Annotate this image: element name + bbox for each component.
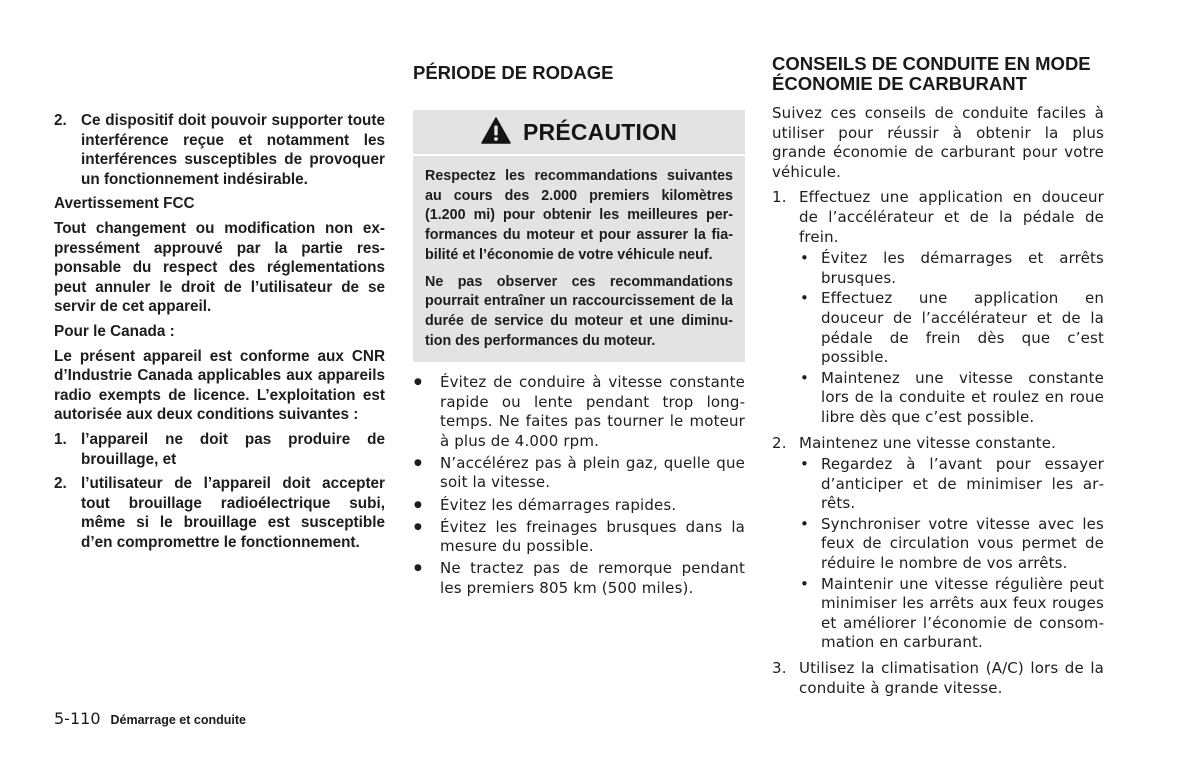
item-number: 2. [54,112,67,129]
caution-box [413,110,745,362]
sub-item: • Maintenir une vitesse régulière peut minimiser les arrêts aux feux rouges et améliorer l’économie de consommation en carburant. [799,575,1104,653]
item-text: Effectuez une application en douceur de l’accélérateur et de la pédale de frein. [799,188,1104,246]
item-number: 2. [772,433,787,452]
rodage-list [413,373,745,599]
sub-item: • Effectuez une application en douceur de l’accélérateur et de la pédale de frein dès que c’est possible. [799,289,1104,367]
list-item [772,434,1104,654]
section-name: Démarrage et conduite [110,713,246,727]
heading-line: ÉCONOMIE DE CARBURANT [772,73,1027,94]
list-item [54,111,385,189]
canada-heading: Pour le Canada : [54,322,175,340]
list-item: ● Évitez de conduire à vitesse constante rapide ou lente pendant trop longtemps. Ne faites pas tourner le moteur à plus de 4.000 rpm. [413,373,745,451]
canada-paragraph: Le présent appareil est conforme aux CNR d’Industrie Canada applicables aux appareils radio exempts de licence. L’exploitation est autorisée aux deux conditions suivantes : [54,347,385,424]
list-item [54,474,385,552]
caution-paragraph: Respectez les recommandations suivantes au cours des 2.000 premiers kilomètres (1.200 mi) pour obtenir les meilleures performances du moteur et pour assurer la fiabilité et l’économie de votre véhicule neuf. [425,168,733,263]
sub-item: • Synchroniser votre vitesse avec les feux de circulation vous permet de réduire le nombre de vos arrêts. [799,515,1104,574]
sub-list [799,249,1104,427]
sub-item: • Regardez à l’avant pour essayer d’anticiper et de minimiser les arrêts. [799,455,1104,514]
item-number: 2. [54,475,67,493]
item-number: 1. [54,430,67,448]
page-footer [54,709,246,728]
list-item [772,659,1104,698]
caution-paragraph: Ne pas observer ces recommandations pourrait entraîner un raccourcissement de la durée de service du moteur et une diminution des performances du moteur. [425,273,733,349]
section-heading-conseils [772,54,1104,94]
sub-list [799,455,1104,653]
tips-list [772,188,1104,698]
list-item [772,188,1104,427]
list-item: ● Évitez les freinages brusques dans la mesure du possible. [413,518,745,557]
item-number: 3. [772,659,787,678]
list-item [54,430,385,469]
item-text: Maintenez une vitesse constante. [799,433,1057,452]
column-right [772,54,1104,704]
item-text: l’utilisateur de l’appareil doit accepter tout brouillage radioélectrique subi, même si le brouillage est susceptible d’en compromettre le fonctionnement. [81,475,385,551]
caution-title: PRÉCAUTION [522,118,678,145]
list-item: ● Ne tractez pas de remorque pendant les premiers 805 km (500 miles). [413,559,745,598]
column-middle [413,373,745,601]
page-number: 5-110 [54,709,101,728]
section-heading-rodage: PÉRIODE DE RODAGE [413,62,614,83]
list-item: ● N’accélérez pas à plein gaz, quelle que soit la vitesse. [413,454,745,493]
intro-paragraph: Suivez ces conseils de conduite faciles à utiliser pour réussir à obtenir la plus grande économie de carburant pour votre véhicule. [772,104,1104,181]
item-number: 1. [772,188,787,207]
column-left [54,111,385,552]
sub-item: • Évitez les démarrages et arrêts brusques. [799,249,1104,288]
fcc-heading: Avertissement FCC [54,195,195,213]
item-text: Utilisez la climatisation (A/C) lors de la conduite à grande vitesse. [799,659,1104,697]
fcc-paragraph: Tout changement ou modification non expressément approuvé par la partie responsable du respect des réglementations peut annuler le droit de l’utilisateur de se servir de cet appareil. [54,219,385,316]
warning-triangle-icon [481,117,511,148]
item-text: Ce dispositif doit pouvoir supporter toute interférence reçue et notamment les interférences susceptibles de provoquer un fonctionnement indésirable. [81,112,385,188]
caution-header [413,110,745,154]
sub-item: • Maintenez une vitesse constante lors de la conduite et roulez en roue libre dès que c’est possible. [799,369,1104,428]
caution-body [413,156,745,351]
item-text: l’appareil ne doit pas produire de brouillage, et [81,430,385,468]
heading-line: CONSEILS DE CONDUITE EN MODE [772,53,1091,74]
list-item: ● Évitez les démarrages rapides. [413,496,745,516]
